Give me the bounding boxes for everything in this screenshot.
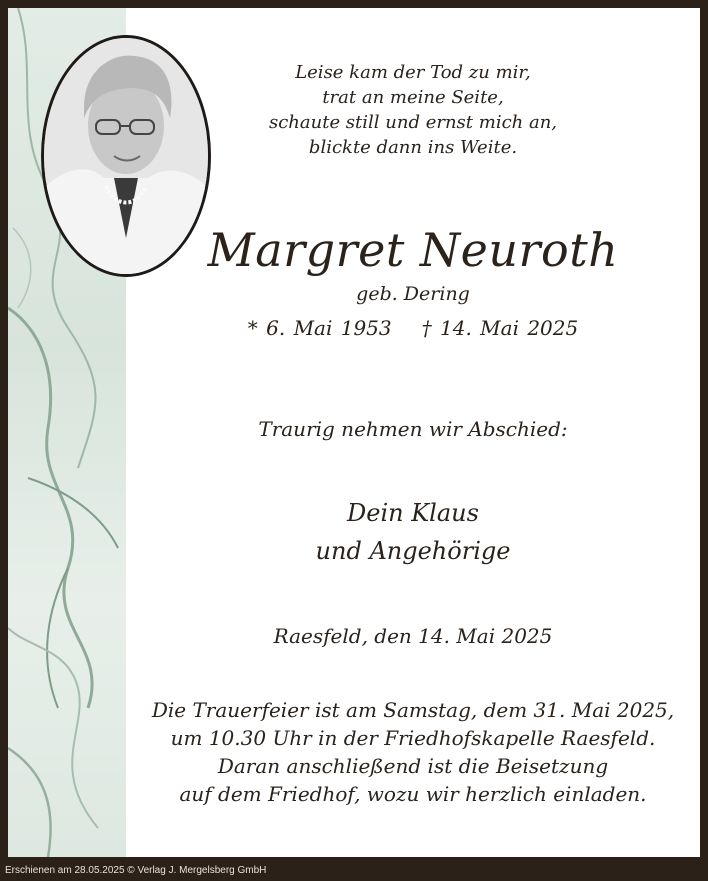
signer-line: und Angehörige [315, 537, 511, 565]
ceremony-line: um 10.30 Uhr in der Friedhofskapelle Raesfeld. [170, 726, 656, 750]
ceremony-line: Daran anschließend ist die Beisetzung [217, 754, 609, 778]
birth-date: * 6. Mai 1953 [247, 316, 392, 340]
poem-line: trat an meine Seite, [322, 87, 504, 108]
place-date: Raesfeld, den 14. Mai 2025 [273, 624, 553, 648]
death-date: † 14. Mai 2025 [421, 316, 579, 340]
born-name: geb. Dering [356, 283, 470, 305]
signers [126, 494, 700, 570]
ceremony-info [126, 696, 700, 808]
publication-footer: Erschienen am 28.05.2025 © Verlag J. Mergelsberg GmbH [5, 865, 267, 876]
life-dates [126, 314, 700, 342]
poem [126, 60, 700, 160]
deceased-name: Margret Neuroth [207, 223, 619, 277]
poem-line: schaute still und ernst mich an, [268, 112, 558, 133]
obituary-card [8, 8, 700, 857]
ceremony-line: Die Trauerfeier ist am Samstag, dem 31. Mai 2025, [151, 698, 675, 722]
ceremony-line: auf dem Friedhof, wozu wir herzlich einladen. [179, 782, 647, 806]
signer-line: Dein Klaus [347, 499, 479, 527]
poem-line: Leise kam der Tod zu mir, [295, 62, 531, 83]
poem-line: blickte dann ins Weite. [308, 137, 518, 158]
farewell-text: Traurig nehmen wir Abschied: [258, 417, 568, 441]
